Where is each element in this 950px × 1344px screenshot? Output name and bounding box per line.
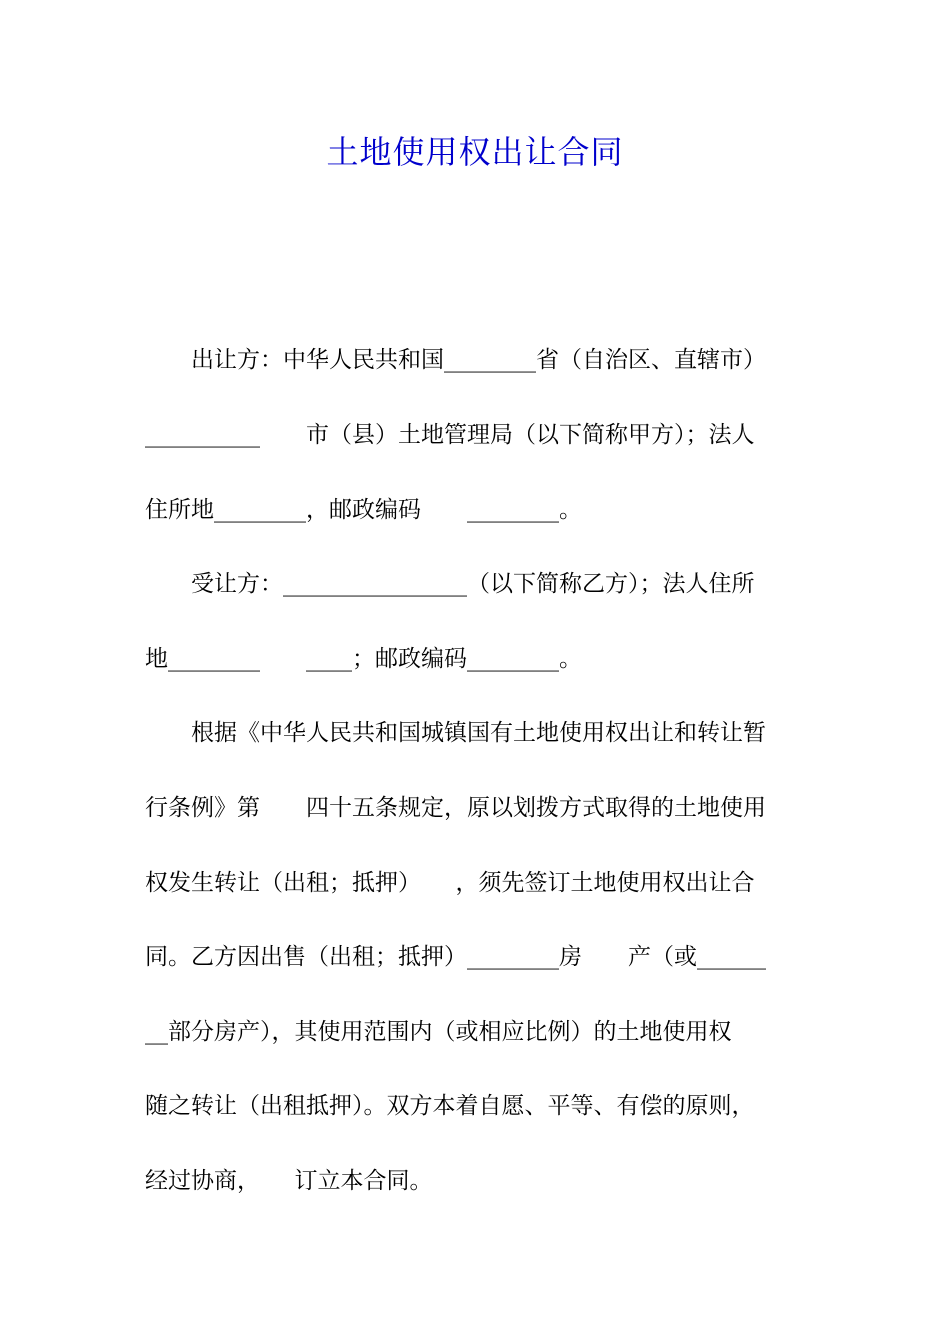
paragraph-line: 出让方：中华人民共和国________省（自治区、直辖市） bbox=[145, 347, 766, 373]
paragraph-line: 根据《中华人民共和国城镇国有土地使用权出让和转让暂 bbox=[145, 720, 766, 746]
paragraph-line: 行条例》第 四十五条规定，原以划拨方式取得的土地使用 bbox=[145, 795, 766, 821]
paragraph-line: 受让方：________________（以下简称乙方）；法人住所 bbox=[145, 571, 755, 597]
document-title: 土地使用权出让合同 bbox=[326, 133, 624, 171]
paragraph-line: 地________ ____；邮政编码________。 bbox=[145, 646, 582, 672]
paragraph-line: 住所地________，邮政编码 ________。 bbox=[145, 497, 582, 523]
paragraph-line: __部分房产），其使用范围内（或相应比例）的土地使用权 bbox=[145, 1019, 732, 1045]
paragraph-line: 权发生转让（出租；抵押） ，须先签订土地使用权出让合 bbox=[145, 870, 755, 896]
paragraph-line: 经过协商， 订立本合同。 bbox=[145, 1168, 433, 1194]
paragraph-line: 随之转让（出租抵押）。双方本着自愿、平等、有偿的原则， bbox=[145, 1093, 755, 1119]
paragraph-line: 同。乙方因出售（出租；抵押）________房 产（或______ bbox=[145, 944, 766, 970]
paragraph-line: __________ 市（县）土地管理局（以下简称甲方）；法人 bbox=[145, 422, 755, 448]
